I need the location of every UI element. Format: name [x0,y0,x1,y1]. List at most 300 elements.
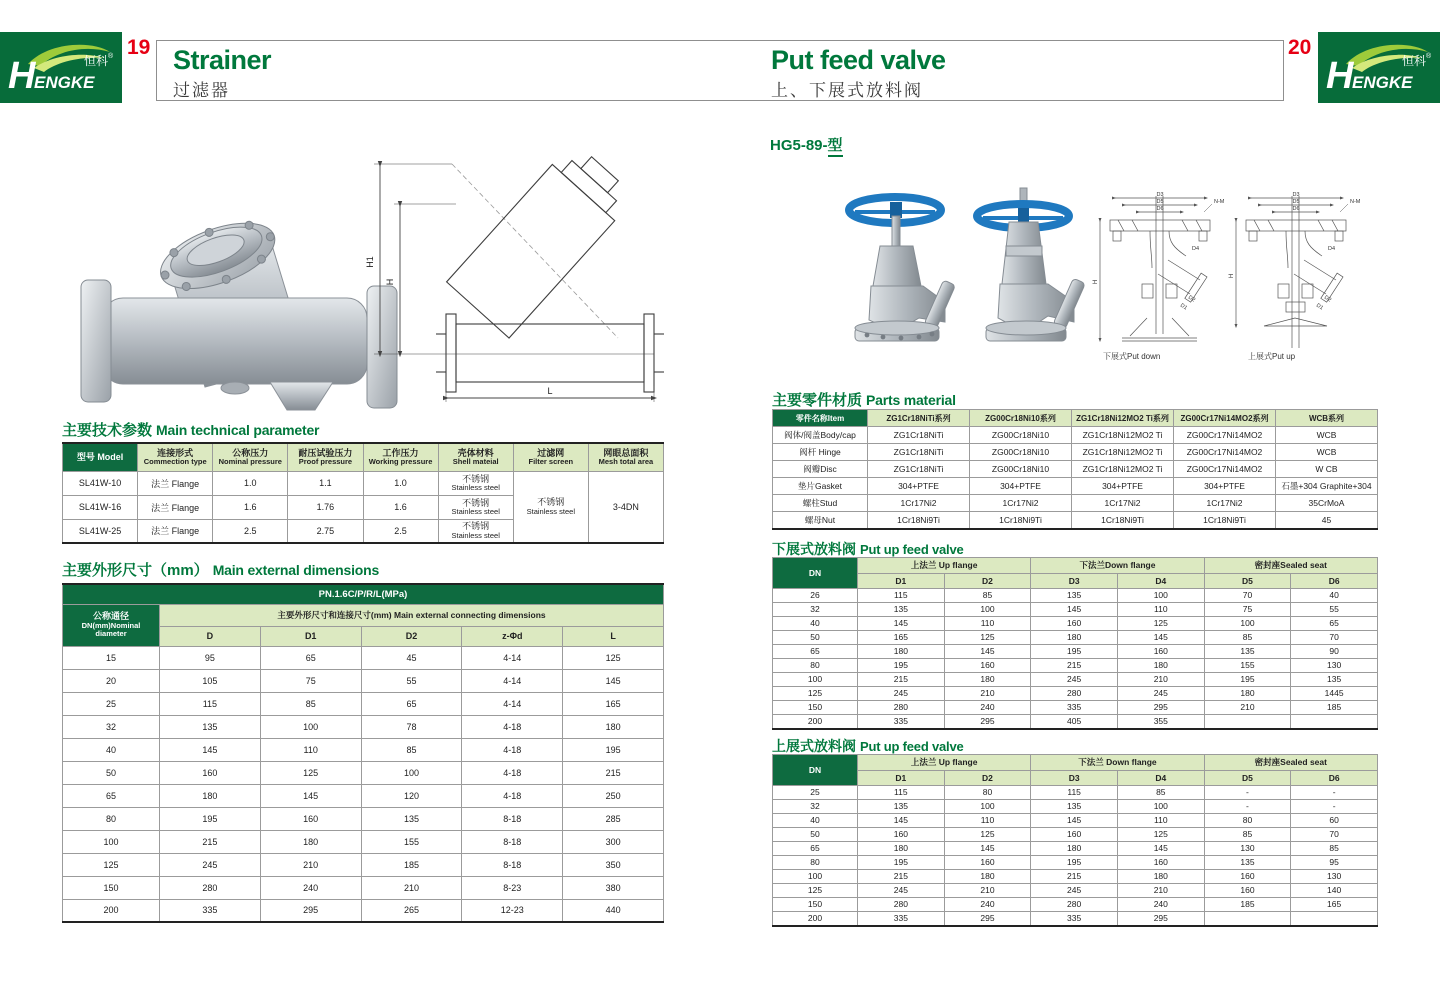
table-row [773,589,1378,603]
header-row [63,443,664,471]
cell: 145 [858,617,945,631]
cell: 160 [1031,617,1118,631]
cell: 不锈钢 Stainless steel [438,519,513,543]
cell: 85 [944,589,1031,603]
cell: 180 [858,645,945,659]
col-header: D6 [1291,574,1378,589]
cell: 125 [773,687,858,701]
cell: 304+PTFE [868,478,970,495]
cell: 80 [944,786,1031,800]
cell: 法兰 Flange [138,519,213,543]
dn-header: DN [773,755,858,786]
cell [1204,912,1291,926]
cell: 245 [858,687,945,701]
section-title-en: Put up feed valve [860,739,964,754]
cell: ZG1Cr18Ni12MO2 Ti [1072,444,1174,461]
cell: 垫片Gasket [773,478,868,495]
cell: 65 [773,842,858,856]
cell: 4-18 [462,715,563,738]
cell: 50 [63,761,160,784]
cell: 32 [773,800,858,814]
cell: SL41W-16 [63,495,138,519]
cell: 110 [944,617,1031,631]
cell: 135 [1291,673,1378,687]
cell: 335 [1031,912,1118,926]
col-header: D2 [944,574,1031,589]
caption-put-up: 上展式Put up [1248,352,1296,361]
cell: 210 [1117,884,1204,898]
cell: 不锈钢 Stainless steel [438,495,513,519]
cell: 350 [563,853,664,876]
col-header: D3 [1031,574,1118,589]
table-row [773,461,1378,478]
cell: 110 [260,738,361,761]
cell: 240 [944,898,1031,912]
cell: 1.6 [363,495,438,519]
table-row [773,870,1378,884]
cell: 160 [1117,645,1204,659]
col-header: z-Φd [462,626,563,646]
cell: 160 [260,807,361,830]
cell: 165 [563,692,664,715]
cell: 245 [858,884,945,898]
cell: 135 [1204,645,1291,659]
logo-cn: 恒科 [84,54,109,68]
group-header: 密封座Sealed seat [1204,558,1377,574]
col-header: D1 [858,574,945,589]
cell: 法兰 Flange [138,471,213,495]
cell: 125 [563,646,664,669]
page-number-right: 20 [1288,36,1312,59]
dim-label-h1: H1 [365,256,375,268]
cell: 185 [1204,898,1291,912]
cell: 145 [944,842,1031,856]
cell: 65 [773,645,858,659]
cell: ZG00Cr18Ni10 [970,444,1072,461]
dimensions-table [62,583,664,923]
cell: 85 [1117,786,1204,800]
section-title-put-up [772,736,964,756]
col-header: D1 [858,771,945,786]
hengke-logo-right [1318,32,1440,103]
dim-label-d3: D3 [1292,192,1300,198]
col-header: 公称压力 Nominal pressure [213,443,288,471]
cell: 125 [944,631,1031,645]
cell: 180 [944,870,1031,884]
cell: 240 [1117,898,1204,912]
cell: ZG00Cr18Ni10 [970,427,1072,444]
col-header: 过滤网 Filter screen [513,443,588,471]
valve-drawing-put-up [1228,190,1363,358]
cell: 1.76 [288,495,363,519]
cell: 20 [63,669,160,692]
cell: - [1291,786,1378,800]
dim-label-l: L [547,386,553,396]
cell: 80 [773,856,858,870]
cell: ZG00Cr17Ni14MO2 [1174,427,1276,444]
cell: 65 [1291,617,1378,631]
dn-header: DN [773,558,858,589]
col-header: WCB系列 [1276,410,1378,427]
cell: 85 [1204,631,1291,645]
table-row [773,814,1378,828]
cell: 135 [1204,856,1291,870]
span-header: 主要外形尺寸和连接尺寸(mm) Main external connecting dimensions [160,604,664,626]
strainer-drawing [360,142,670,412]
cell: 195 [563,738,664,761]
table-row [773,842,1378,856]
cell: 250 [563,784,664,807]
section-title-en: Main external dimensions [212,562,380,578]
col-header: 型号 Model [63,443,138,471]
dim-label-d5: D5 [1292,199,1300,205]
dim-label-d4: D4 [1192,246,1200,252]
cell: 180 [563,715,664,738]
logo-text: ENGKE [1352,73,1413,92]
left-page-title [173,46,271,101]
col-header: D3 [1031,771,1118,786]
col-header: L [563,626,664,646]
cell: 45 [361,646,462,669]
cell: 2.75 [288,519,363,543]
cell: 法兰 Flange [138,495,213,519]
cell: 165 [858,631,945,645]
cell: 215 [858,673,945,687]
cell: 185 [1291,701,1378,715]
cell: 145 [563,669,664,692]
group-header: 上法兰 Up flange [858,755,1031,771]
group-header: 上法兰 Up flange [858,558,1031,574]
section-title-en: Put up feed valve [860,542,964,557]
col-header: D1 [260,626,361,646]
cell: 125 [1117,617,1204,631]
col-header: ZG00Cr18Ni10系列 [970,410,1072,427]
tech-params-table [62,442,664,544]
section-title-en: Main technical parameter [156,422,320,438]
cell: 115 [1031,786,1118,800]
section-title-parts-material [772,389,956,410]
cell: 180 [1117,870,1204,884]
cell: 85 [1204,828,1291,842]
cell: 245 [160,853,261,876]
cell: 295 [944,912,1031,926]
cell: 4-14 [462,669,563,692]
table-row [773,800,1378,814]
cell: 25 [63,692,160,715]
table-row [63,715,664,738]
cell: 4-18 [462,784,563,807]
cell: 210 [361,876,462,899]
dim-label-d6: D6 [1156,206,1164,212]
cell: 210 [1117,673,1204,687]
dim-label-d2: D2 [1186,294,1197,304]
cell: 245 [1031,673,1118,687]
dim-label-nm: N-M [1350,199,1361,205]
cell: 3-4DN [588,471,663,543]
table-row [773,427,1378,444]
cell: 135 [858,800,945,814]
model-code [770,134,843,155]
cell: 145 [944,645,1031,659]
cell: 1Cr18Ni9Ti [1174,512,1276,529]
cell: 110 [944,814,1031,828]
col-header: ZG00Cr17Ni14MO2系列 [1174,410,1276,427]
cell: 1Cr18Ni9Ti [868,512,970,529]
col-header: 网眼总面积 Mesh total area [588,443,663,471]
cell: 100 [944,603,1031,617]
dim-label-h: H [1093,279,1099,285]
cell: 4-14 [462,692,563,715]
cell: 40 [63,738,160,761]
table-row [773,659,1378,673]
cell: 280 [160,876,261,899]
page-title-cn: 上、下展式放料阀 [771,81,923,101]
table-row [773,617,1378,631]
registered-icon: ® [1426,53,1432,60]
cell: 95 [160,646,261,669]
table-row [773,631,1378,645]
cell: 195 [858,659,945,673]
cell: 110 [1117,603,1204,617]
cell: 145 [160,738,261,761]
header-row [63,604,664,626]
table-row [773,512,1378,529]
dim-label-d6: D6 [1292,206,1300,212]
dn-header: 公称通径 DN(mm)Nominal diameter [63,604,160,646]
cell: 100 [260,715,361,738]
cell: 32 [773,603,858,617]
caption-put-down: 下展式Put down [1103,352,1161,361]
section-title-en: Parts material [866,392,956,408]
cell: 215 [858,870,945,884]
cell: 180 [1031,842,1118,856]
cell: 440 [563,899,664,922]
col-header: D4 [1117,574,1204,589]
cell: 145 [260,784,361,807]
cell: 165 [1291,898,1378,912]
cell: 2.5 [213,519,288,543]
cell [1291,912,1378,926]
cell: 180 [1031,631,1118,645]
col-header: 零件名称Item [773,410,868,427]
section-title-dimensions [62,559,379,580]
section-title-cn: 主要外形尺寸（mm） [62,562,209,579]
cell: ZG1Cr18Ni12MO2 Ti [1072,461,1174,478]
cell: - [1204,800,1291,814]
cell: 155 [1204,659,1291,673]
table-row [63,646,664,669]
cell: ZG00Cr18Ni10 [970,461,1072,478]
cell: 160 [1031,828,1118,842]
cell: 125 [1117,828,1204,842]
valve-photo-put-up [962,182,1087,350]
cell: 55 [361,669,462,692]
dim-label-nm: N-M [1214,199,1225,205]
cell: 100 [63,830,160,853]
cell: ZG00Cr17Ni14MO2 [1174,444,1276,461]
cell: 不锈钢 Stainless steel [513,471,588,543]
cell: 100 [361,761,462,784]
cell: 1Cr17Ni2 [1072,495,1174,512]
cell: 195 [858,856,945,870]
hengke-logo-left [0,32,122,103]
table-row [63,761,664,784]
col-header: D2 [361,626,462,646]
cell: 1Cr18Ni9Ti [970,512,1072,529]
dim-label-d1: D1 [1178,302,1189,312]
table-row [773,701,1378,715]
cell: 125 [773,884,858,898]
cell: 85 [260,692,361,715]
section-title-cn: 主要零件材质 [772,392,863,409]
header-title-box [156,40,1284,101]
cell: 65 [63,784,160,807]
cell: 35CrMoA [1276,495,1378,512]
cell: 240 [260,876,361,899]
col-header: D6 [1291,771,1378,786]
cell: ZG00Cr17Ni14MO2 [1174,461,1276,478]
cell: 2.5 [363,519,438,543]
header-row [63,584,664,604]
cell: 26 [773,589,858,603]
dim-label-d1: D1 [1314,302,1325,312]
put-down-table [772,557,1378,730]
cell: 100 [1117,800,1204,814]
group-header: 下法兰Down flange [1031,558,1204,574]
cell: 阀体/阀盖Body/cap [773,427,868,444]
cell: 295 [1117,701,1204,715]
cell: 65 [260,646,361,669]
cell: - [1291,800,1378,814]
cell: 12-23 [462,899,563,922]
cell: 145 [1117,842,1204,856]
cell: 215 [1031,870,1118,884]
cell: 100 [1204,617,1291,631]
table-row [63,784,664,807]
logo-letter: H [8,55,36,97]
cell: 135 [361,807,462,830]
cell: 4-14 [462,646,563,669]
cell: 100 [773,870,858,884]
cell: 130 [1291,870,1378,884]
cell: 215 [1031,659,1118,673]
cell: 1.0 [213,471,288,495]
cell: 125 [260,761,361,784]
cell: 160 [160,761,261,784]
group-header: 密封座Sealed seat [1204,755,1377,771]
cell: ZG1Cr18NiTi [868,461,970,478]
table-row [773,856,1378,870]
section-title-tech-params [62,419,319,440]
cell: 185 [361,853,462,876]
cell: 280 [1031,898,1118,912]
cell: 1Cr18Ni9Ti [1072,512,1174,529]
parts-material-table [772,409,1378,530]
col-header: ZG1Cr18Ni12MO2 Ti系列 [1072,410,1174,427]
cell: 145 [1117,631,1204,645]
cell: SL41W-25 [63,519,138,543]
col-header: 连接形式 Commection type [138,443,213,471]
cell: 8-18 [462,853,563,876]
cell: 90 [1291,645,1378,659]
pn-header: PN.1.6C/P/R/L(MPa) [63,584,664,604]
page-title-en: Strainer [173,45,272,75]
cell: 80 [1204,814,1291,828]
table-row [773,912,1378,926]
cell: 160 [858,828,945,842]
cell: 285 [563,807,664,830]
cell: 405 [1031,715,1118,729]
table-row [773,673,1378,687]
cell: 280 [1031,687,1118,701]
logo-text: ENGKE [34,73,95,92]
cell: 不锈钢 Stainless steel [438,471,513,495]
table-row [63,830,664,853]
cell: 180 [858,842,945,856]
cell: 40 [773,814,858,828]
cell: 195 [1031,856,1118,870]
cell: 115 [160,692,261,715]
col-header: D [160,626,261,646]
cell: 50 [773,631,858,645]
cell: 135 [858,603,945,617]
header-row [773,410,1378,427]
cell: 355 [1117,715,1204,729]
cell: 螺柱Stud [773,495,868,512]
col-header: D5 [1204,771,1291,786]
cell: 200 [63,899,160,922]
cell: 125 [63,853,160,876]
cell: 335 [858,912,945,926]
cell: 180 [1204,687,1291,701]
cell: 195 [1204,673,1291,687]
cell: 95 [1291,856,1378,870]
cell: 140 [1291,884,1378,898]
table-row [63,876,664,899]
cell: 280 [858,898,945,912]
cell: 210 [944,884,1031,898]
cell: 1.6 [213,495,288,519]
cell: 180 [260,830,361,853]
put-up-table [772,754,1378,927]
dim-label-d5: D5 [1156,199,1164,205]
cell: 135 [1031,800,1118,814]
col-header: D2 [944,771,1031,786]
cell: 130 [1204,842,1291,856]
cell: 55 [1291,603,1378,617]
logo-letter: H [1326,55,1354,97]
cell: 160 [1204,870,1291,884]
cell: 304+PTFE [1174,478,1276,495]
cell: 265 [361,899,462,922]
cell: WCB [1276,427,1378,444]
cell: 240 [944,701,1031,715]
table-row [773,786,1378,800]
cell: 180 [944,673,1031,687]
logo-cn: 恒科 [1402,54,1427,68]
cell: 4-18 [462,738,563,761]
cell: 150 [63,876,160,899]
cell: 1Cr17Ni2 [970,495,1072,512]
cell: 75 [260,669,361,692]
col-header: D4 [1117,771,1204,786]
cell: 195 [1031,645,1118,659]
cell: 195 [160,807,261,830]
cell [1204,715,1291,729]
table-row [773,884,1378,898]
cell: 100 [944,800,1031,814]
col-header: 壳体材料 Shell mateial [438,443,513,471]
